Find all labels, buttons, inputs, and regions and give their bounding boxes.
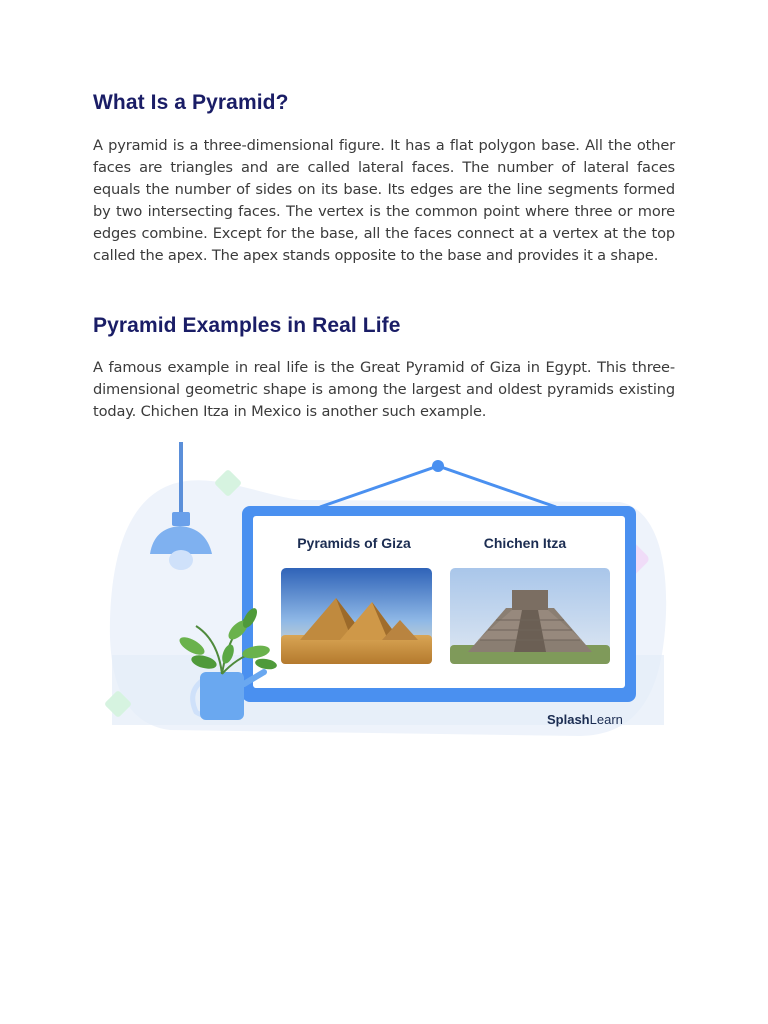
section-title-what-is-pyramid: What Is a Pyramid?	[93, 91, 289, 114]
pyramid-examples-illustration	[100, 440, 675, 740]
section-body-what-is-pyramid: A pyramid is a three-dimensional figure. It has a flat polygon base. All the other faces are triangles and are called lateral faces. The number of lateral faces equals the number of sides on its base. Its edges are the line segments formed by two intersecting faces. The vertex is the common point where three or more edges combine. Except for the base, all the faces connect at a vertex at the top called the apex. The apex stands opposite to the base and provides it a shape.	[93, 137, 675, 264]
photo-chichen-itza	[450, 568, 610, 664]
section-body-pyramid-examples: A famous example in real life is the Great Pyramid of Giza in Egypt. This three-dimensional geometric shape is among the largest and oldest pyramids existing today. Chichen Itza in Mexico is another such example.	[93, 359, 675, 420]
section-title-pyramid-examples: Pyramid Examples in Real Life	[93, 314, 401, 337]
frame-hanger	[320, 460, 556, 507]
caption-pyramids-of-giza: Pyramids of Giza	[297, 535, 411, 551]
splashlearn-logo: SplashLearn	[547, 712, 623, 727]
photo-pyramids-of-giza	[281, 568, 432, 664]
caption-chichen-itza: Chichen Itza	[483, 535, 567, 551]
